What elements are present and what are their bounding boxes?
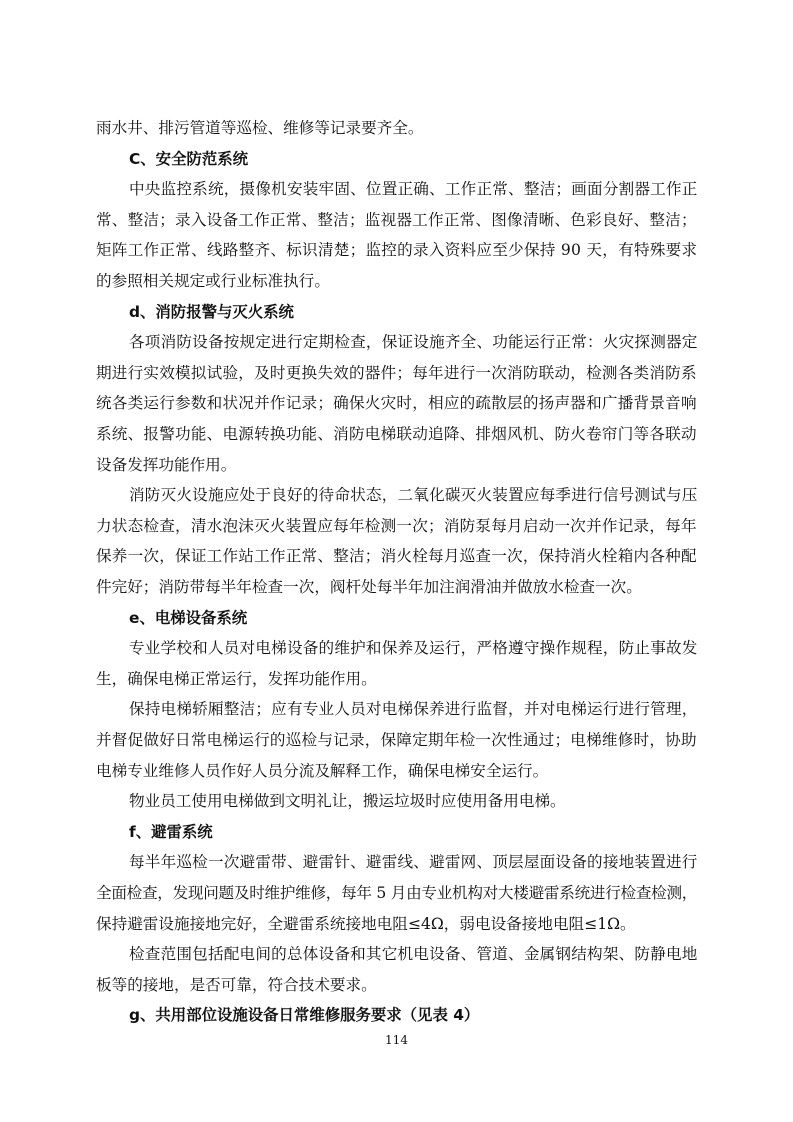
page-number: 114 — [385, 1033, 408, 1047]
section-heading: e、电梯设备系统 — [129, 608, 248, 627]
paragraph-line: 电梯专业维修人员作好人员分流及解释工作，确保电梯安全运行。 — [96, 761, 549, 780]
paragraph-line: 件完好；消防带每半年检查一次，阀杆处每半年加注润滑油并做放水检查一次。 — [96, 578, 642, 596]
paragraph-line: 检查范围包括配电间的总体设备和其它机电设备、管道、金属钢结构架、防静电地 — [129, 945, 698, 964]
paragraph-line: 每半年巡检一次避雷带、避雷针、避雷线、避雷网、顶层屋面设备的接地装置进行 — [129, 853, 698, 872]
section-heading: d、消防报警与灭火系统 — [129, 302, 294, 321]
paragraph-line: 保养一次，保证工作站工作正常、整洁；消火栓每月巡查一次，保持消火栓箱内各种配 — [96, 547, 697, 566]
section-heading: C、安全防范系统 — [129, 149, 249, 168]
paragraph-line: 力状态检查，清水泡沫灭火装置应每年检测一次；消防泵每月启动一次并作记录，每年 — [96, 516, 697, 535]
paragraph-line: 统各类运行参数和状况并作记录；确保火灾时，相应的疏散层的扬声器和广播背景音响 — [96, 394, 697, 413]
paragraph-line: 各项消防设备按规定进行定期检查，保证设施齐全、功能运行正常：火灾探测器定 — [129, 333, 698, 352]
section-heading: g、共用部位设施设备日常维修服务要求（见表 4） — [129, 1006, 480, 1025]
paragraph-line: 期进行实效模拟试验，及时更换失效的器件；每年进行一次消防联动，检测各类消防系 — [96, 363, 697, 382]
paragraph-line: 保持避雷设施接地完好，全避雷系统接地电阻≤4Ω，弱电设备接地电阻≤1Ω。 — [96, 914, 636, 933]
paragraph-line: 并督促做好日常电梯运行的巡检与记录，保障定期年检一次性通过；电梯维修时，协助 — [96, 731, 697, 749]
paragraph-line: 雨水井、排污管道等巡检、维修等记录要齐全。 — [96, 119, 424, 137]
paragraph-line: 生，确保电梯正常运行，发挥功能作用。 — [96, 669, 377, 688]
paragraph-line: 中央监控系统，摄像机安装牢固、位置正确、工作正常、整洁；画面分割器工作正 — [129, 180, 698, 199]
paragraph-line: 消防灭火设施应处于良好的待命状态，二氧化碳灭火装置应每季进行信号测试与压 — [129, 486, 698, 505]
paragraph-line: 矩阵工作正常、线路整齐、标识清楚；监控的录入资料应至少保持 90 天，有特殊要求 — [96, 241, 698, 260]
paragraph-line: 常、整洁；录入设备工作正常、整洁；监视器工作正常、图像清晰、色彩良好、整洁； — [96, 210, 697, 229]
paragraph-line: 的参照相关规定或行业标准执行。 — [96, 272, 330, 290]
paragraph-line: 保持电梯轿厢整洁；应有专业人员对电梯保养进行监督，并对电梯运行进行管理， — [129, 700, 698, 719]
paragraph-line: 专业学校和人员对电梯设备的维护和保养及运行，严格遵守操作规程，防止事故发 — [129, 639, 698, 658]
paragraph-line: 物业员工使用电梯做到文明礼让，搬运垃圾时应使用备用电梯。 — [129, 792, 566, 811]
paragraph-line: 板等的接地，是否可靠，符合技术要求。 — [96, 975, 377, 994]
section-heading: f、避雷系统 — [129, 822, 213, 841]
paragraph-line: 全面检查，发现问题及时维护维修，每年 5 月由专业机构对大楼避雷系统进行检查检测， — [96, 884, 698, 902]
paragraph-line: 设备发挥功能作用。 — [96, 455, 237, 474]
paragraph-line: 系统、报警功能、电源转换功能、消防电梯联动追降、排烟风机、防火卷帘门等各联动 — [96, 425, 697, 443]
